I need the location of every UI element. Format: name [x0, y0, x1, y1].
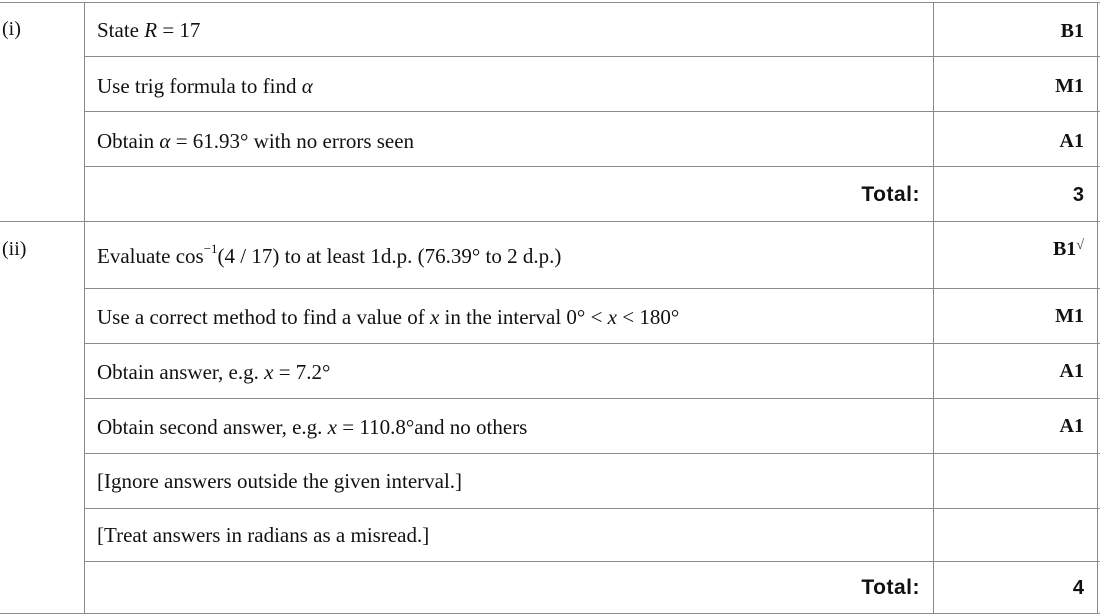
row-divider — [84, 343, 1100, 344]
column-divider — [84, 2, 85, 614]
row-divider — [0, 221, 1100, 222]
criterion-row: Obtain answer, e.g. x = 7.2° — [97, 360, 331, 384]
criterion-row: Use trig formula to find α — [97, 74, 313, 98]
row-divider — [84, 398, 1100, 399]
row-divider — [84, 166, 1100, 167]
total-value: 3 — [1072, 184, 1084, 206]
guidance-note: [Ignore answers outside the given interval.] — [97, 469, 463, 493]
mark-code: B1√ — [1052, 238, 1084, 260]
column-divider — [1097, 2, 1098, 614]
total-label: Total: — [861, 183, 920, 206]
part-label-ii: (ii) — [2, 238, 27, 260]
mark-code: A1 — [1059, 360, 1084, 382]
row-divider — [84, 288, 1100, 289]
mark-code: A1 — [1059, 130, 1084, 152]
criterion-row: State R = 17 — [97, 18, 201, 42]
row-divider — [84, 508, 1100, 509]
guidance-note: [Treat answers in radians as a misread.] — [97, 523, 430, 547]
row-divider — [84, 56, 1100, 57]
mark-code: B1 — [1060, 20, 1084, 42]
criterion-row: Obtain second answer, e.g. x = 110.8°and no others — [97, 415, 528, 439]
criterion-row: Obtain α = 61.93° with no errors seen — [97, 129, 415, 153]
part-label-i: (i) — [2, 18, 21, 40]
mark-code: M1 — [1055, 75, 1084, 97]
row-divider — [84, 561, 1100, 562]
criterion-row: Use a correct method to find a value of x in the interval 0° < x < 180° — [97, 305, 680, 329]
total-label: Total: — [861, 576, 920, 599]
follow-through-tick-icon: √ — [1076, 238, 1084, 253]
total-value: 4 — [1072, 577, 1084, 599]
row-divider — [0, 613, 1100, 614]
mark-code: M1 — [1055, 305, 1084, 327]
criterion-row: Evaluate $\cos^{-1}(4 / 17)$ to at least 1d.p. (76.39° to 2 d.p.) — [97, 241, 562, 268]
column-divider — [933, 2, 934, 614]
row-divider — [84, 111, 1100, 112]
mark-code: A1 — [1059, 415, 1084, 437]
row-divider — [0, 2, 1100, 3]
row-divider — [84, 453, 1100, 454]
